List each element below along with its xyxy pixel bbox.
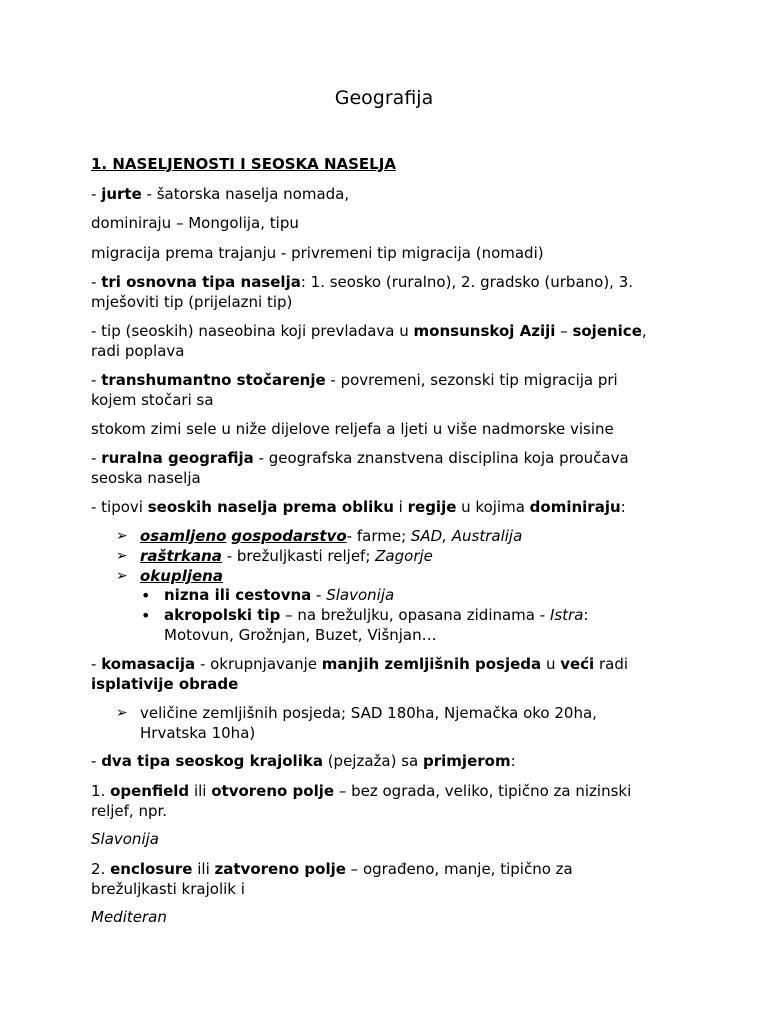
paragraph-sojenice: - tip (seoskih) naseobina koji prevladava u monsunskoj Aziji – sojenice, radi poplava [91, 322, 647, 360]
document-title: Geografija [334, 87, 434, 109]
paragraph-mongolija: dominiraju – Mongolija, tipu [91, 214, 299, 232]
list-item-rastrkana: raštrkana - brežuljkasti reljef; Zagorje [140, 547, 433, 565]
list-item-velicine: veličine zemljišnih posjeda; SAD 180ha, Njemačka oko 20ha, Hrvatska 10ha) [140, 704, 597, 742]
section-heading: 1. NASELJENOSTI I SEOSKA NASELJA [91, 155, 396, 173]
paragraph-stokom: stokom zimi sele u niže dijelove reljefa a ljeti u više nadmorske visine [91, 420, 614, 438]
bullet-dot-icon: • [141, 606, 151, 625]
arrow-bullet-icon: ➢ [116, 568, 128, 584]
paragraph-slavonija: Slavonija [91, 830, 159, 848]
paragraph-transhumantno: - transhumantno stočarenje - povremeni, sezonski tip migracija pri kojem stočari sa [91, 371, 618, 409]
sublist-item-nizna: nizna ili cestovna - Slavonija [164, 586, 395, 604]
paragraph-openfield: 1. openfield ili otvoreno polje – bez ograda, veliko, tipično za nizinski reljef, npr. [91, 782, 632, 820]
arrow-bullet-icon: ➢ [116, 528, 128, 544]
arrow-bullet-icon: ➢ [116, 548, 128, 564]
list-item-osamljeno: osamljeno gospodarstvo- farme; SAD, Australija [140, 527, 523, 545]
arrow-bullet-icon: ➢ [116, 705, 128, 721]
paragraph-enclosure: 2. enclosure ili zatvoreno polje – ograđeno, manje, tipično za brežuljkasti krajolik i [91, 860, 573, 898]
paragraph-komasacija: - komasacija - okrupnjavanje manjih zemljišnih posjeda u veći radi isplativije obrade [91, 655, 629, 693]
paragraph-mediteran: Mediteran [91, 908, 167, 926]
list-item-okupljena: okupljena [140, 567, 223, 585]
sublist-item-akropolski: akropolski tip – na brežuljku, opasana zidinama - Istra: Motovun, Grožnjan, Buzet, Višnjan… [164, 606, 589, 644]
paragraph-dva-tipa: - dva tipa seoskog krajolika (pejzaža) sa primjerom: [91, 752, 516, 770]
bullet-dot-icon: • [141, 586, 151, 605]
paragraph-ruralna: - ruralna geografija - geografska znanstvena disciplina koja proučava seoska naselja [91, 449, 629, 487]
paragraph-migracija: migracija prema trajanju - privremeni tip migracija (nomadi) [91, 244, 544, 262]
paragraph-tri-tipa: - tri osnovna tipa naselja: 1. seosko (ruralno), 2. gradsko (urbano), 3. mješoviti tip (prijelazni tip) [91, 273, 634, 311]
paragraph-jurte: - jurte - šatorska naselja nomada, [91, 185, 350, 203]
paragraph-tipovi: - tipovi seoskih naselja prema obliku i regije u kojima dominiraju: [91, 498, 626, 516]
